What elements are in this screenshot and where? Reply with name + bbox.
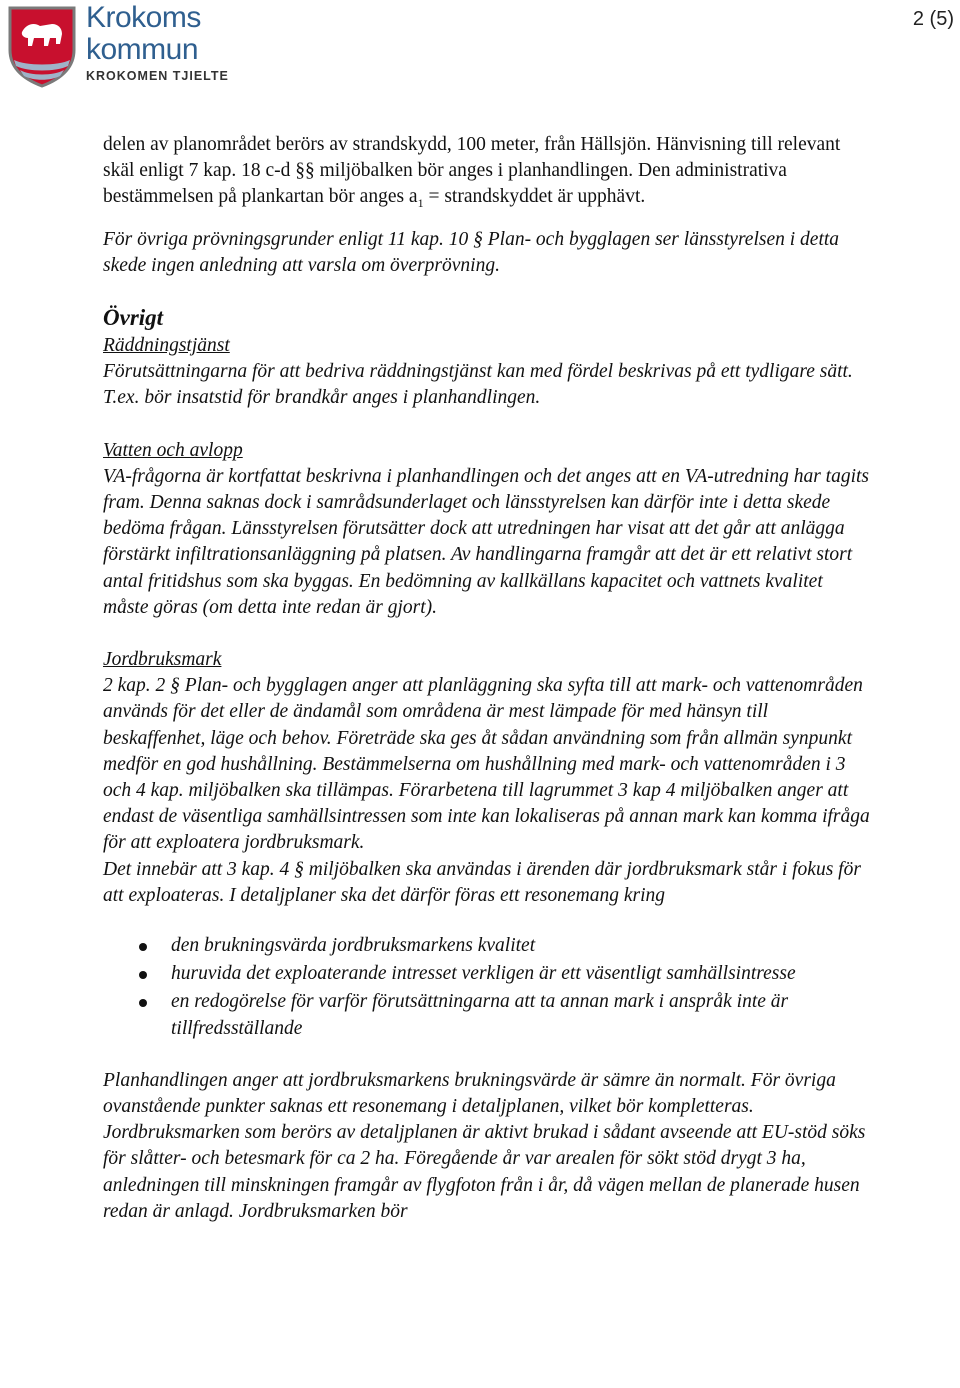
paragraph-raddningstjanst: Förutsättningarna för att bedriva räddningstjänst kan med fördel beskrivas på ett tydligare sätt. T.ex. bör insatstid för brandkår anges i planhandlingen. — [103, 361, 853, 409]
paragraph-strandskydd-text: delen av planområdet berörs av strandskydd, 100 meter, från Hällsjön. Hänvisning till relevant skäl enligt 7 kap. 18 c-d §§ miljöbalken bör anges i planhandlingen. Den administrativa bestämmelsen på plankartan bör anges a — [103, 134, 841, 208]
paragraph-strandskydd — [103, 132, 873, 217]
paragraph-eu-stod: Jordbruksmarken som berörs av detaljplanen är aktivt brukad i sådant avseende att EU-stöd söks för slåtter- och betesmark för ca 2 ha. Föregående år var arealen för sökt stöd drygt 3 ha, anledningen till minskningen framgår av flygfoton från i år, då vägen mellan de planerade husen redan är anlagd. Jordbruksmarken bör — [103, 1122, 866, 1222]
paragraph-brukningsvarde: Planhandlingen anger att jordbruksmarkens brukningsvärde är sämre än normalt. För övriga ovanstående punkter saknas ett resonemang i detaljplanen, vilket bör kompletteras. — [103, 1069, 836, 1117]
page-number: 2 (5) — [912, 8, 954, 30]
paragraph-resonemang: Det innebär att 3 kap. 4 § miljöbalken ska användas i ärenden där jordbruksmark står i fokus för att exploateras. I detaljplaner ska det därför föras ett resonemang kring — [103, 858, 861, 906]
subheading-raddningstjanst: Räddningstjänst — [103, 334, 230, 356]
list-item: huruvida det exploaterande intresset verkligen är ett väsentligt samhällsintresse — [103, 961, 873, 987]
page-header — [0, 0, 960, 95]
coat-of-arms-icon — [6, 4, 78, 88]
logo-line-krokomen-tjielte: KROKOMEN TJIELTE — [86, 69, 229, 83]
list-item: en redogörelse för varför förutsättningarna att ta annan mark i anspråk inte är tillfredsställande — [103, 989, 873, 1041]
subscript-1: 1 — [417, 196, 424, 211]
paragraph-provningsgrunder: För övriga prövningsgrunder enligt 11 kap. 10 § Plan- och bygglagen ser länsstyrelsen i detta skede ingen anledning att varsla om överprövning. — [103, 228, 840, 276]
logo-line-krokoms: Krokoms — [86, 1, 201, 34]
document-body — [103, 132, 873, 1225]
list-item: den brukningsvärda jordbruksmarkens kvalitet — [103, 933, 873, 959]
paragraph-jordbruksmark: 2 kap. 2 § Plan- och bygglagen anger att planläggning ska syfta till att mark- och vattenområden används för det eller de ändamål som områdena är mest lämpade för med hänsyn till beskaffenhet, läge och behov. Företräde ska ges åt sådan användning som från allmän synpunkt medför en god hushållning. Bestämmelserna om hushållning med mark- och vattenområden i 3 och 4 kap. miljöbalken ska tillämpas. Förarbetena till lagrummet 3 kap 4 miljöbalken anger att endast de väsentliga samhällsintressen som inte kan lokaliseras på annan mark kan komma ifråga för att exploatera jordbruksmark. — [103, 675, 870, 854]
bullet-list — [103, 933, 873, 1042]
paragraph-vatten-avlopp: VA-frågorna är kortfattat beskrivna i planhandlingen och det anges att en VA-utredning har tagits fram. Denna saknas dock i samrådsunderlaget och länsstyrelsen kan därför inte i detta skede bedöma frågan. Länsstyrelsen förutsätter dock att utredningen har visat att det går att anlägga förstärkt infiltrationsanläggning på platsen. Av handlingarna framgår att det är ett relativt stort antal fritidshus som ska byggas. En bedömning av kallkällans kapacitet och vattnets kvalitet måste göras (om detta inte redan är gjort). — [103, 465, 870, 618]
heading-ovrigt: Övrigt — [103, 304, 164, 330]
subheading-jordbruksmark: Jordbruksmark — [103, 648, 222, 670]
logo-text — [86, 2, 229, 83]
paragraph-strandskydd-text-end: = strandskyddet är upphävt. — [423, 186, 646, 208]
subheading-vatten-avlopp: Vatten och avlopp — [103, 439, 243, 461]
logo-line-kommun: kommun — [86, 33, 199, 66]
